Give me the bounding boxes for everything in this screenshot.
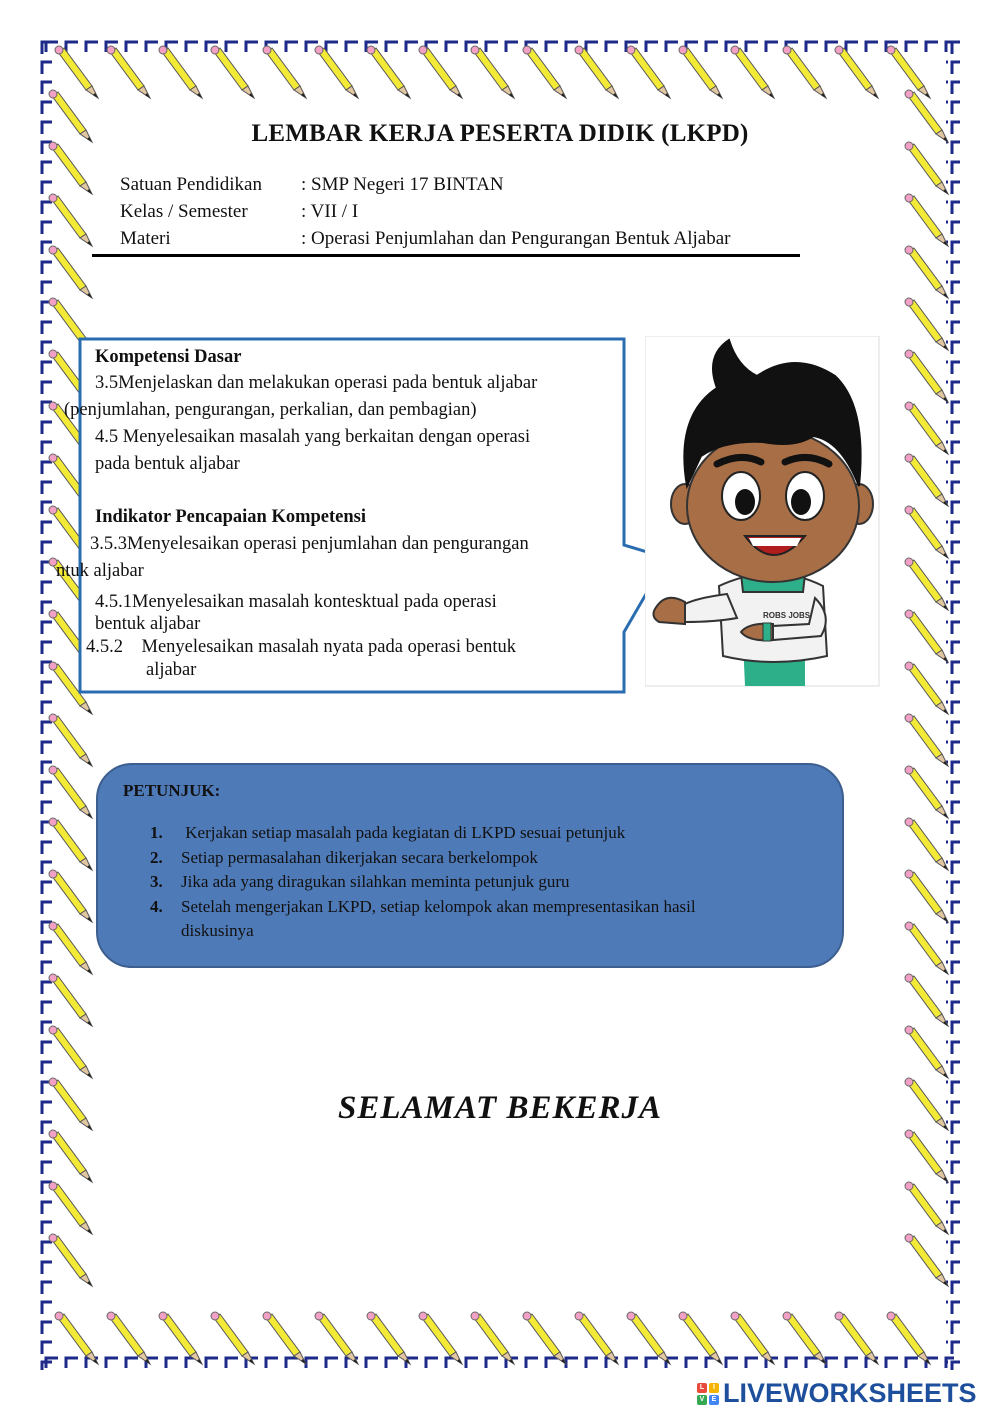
list-item-number: 2. xyxy=(150,847,163,867)
meta-label: Satuan Pendidikan xyxy=(120,174,262,195)
ipk-line: bentuk aljabar xyxy=(95,614,201,634)
ipk-line: aljabar xyxy=(146,660,197,680)
shirt-logo-text: ROBS JOBS xyxy=(763,611,811,620)
meta-value: : VII / I xyxy=(301,201,359,222)
list-item xyxy=(150,821,756,846)
logo-letter: V xyxy=(697,1395,707,1405)
meta-value: : Operasi Penjumlahan dan Pengurangan Bentuk Aljabar xyxy=(301,228,731,249)
list-item xyxy=(150,846,756,871)
list-item-number: 3. xyxy=(150,872,163,891)
meta-label: Kelas / Semester xyxy=(120,201,248,222)
logo-letter: I xyxy=(709,1383,719,1393)
watermark-text: LIVEWORKSHEETS xyxy=(723,1378,977,1408)
list-item-number: 1. xyxy=(150,823,163,842)
list-item xyxy=(150,870,756,895)
petunjuk-title: PETUNJUK: xyxy=(123,781,221,800)
list-item-text: Setiap permasalahan dikerjakan secara berkelompok xyxy=(181,847,538,867)
logo-letter: E xyxy=(709,1395,719,1405)
petunjuk-list xyxy=(150,821,756,944)
page-title: LEMBAR KERJA PESERTA DIDIK (LKPD) xyxy=(251,120,749,147)
meta-label: Materi xyxy=(120,228,171,249)
ipk-heading: Indikator Pencapaian Kompetensi xyxy=(95,507,367,527)
kd-line: pada bentuk aljabar xyxy=(95,454,240,474)
kd-heading: Kompetensi Dasar xyxy=(95,347,242,367)
ipk-line: 4.5.2 Menyelesaikan masalah nyata pada operasi bentuk xyxy=(86,637,516,657)
kd-line: 3.5Menjelaskan dan melakukan operasi pada bentuk aljabar xyxy=(95,373,538,393)
list-item xyxy=(150,895,756,944)
logo-letter: L xyxy=(697,1383,707,1393)
list-item-number: 4. xyxy=(150,896,163,916)
ipk-line: 4.5.1Menyelesaikan masalah kontesktual pada operasi xyxy=(95,592,497,612)
cartoon-boy-illustration xyxy=(645,336,881,688)
list-item-text: Jika ada yang diragukan silahkan meminta petunjuk guru xyxy=(181,872,570,891)
list-item-text: Kerjakan setiap masalah pada kegiatan di LKPD sesuai petunjuk xyxy=(181,823,626,842)
liveworksheets-watermark xyxy=(697,1378,977,1409)
ipk-line: 3.5.3Menyelesaikan operasi penjumlahan dan pengurangan xyxy=(90,534,529,554)
liveworksheets-logo-icon xyxy=(697,1383,719,1405)
closing-greeting: SELAMAT BEKERJA xyxy=(337,1090,663,1126)
ipk-line: ntuk aljabar xyxy=(56,561,144,581)
meta-value: : SMP Negeri 17 BINTAN xyxy=(301,174,504,195)
list-item-text: Setelah mengerjakan LKPD, setiap kelompok akan mempresentasikan hasil diskusinya xyxy=(181,896,696,940)
kd-line: 4.5 Menyelesaikan masalah yang berkaitan dengan operasi xyxy=(95,427,531,447)
kd-line: (penjumlahan, pengurangan, perkalian, dan pembagian) xyxy=(64,400,477,420)
